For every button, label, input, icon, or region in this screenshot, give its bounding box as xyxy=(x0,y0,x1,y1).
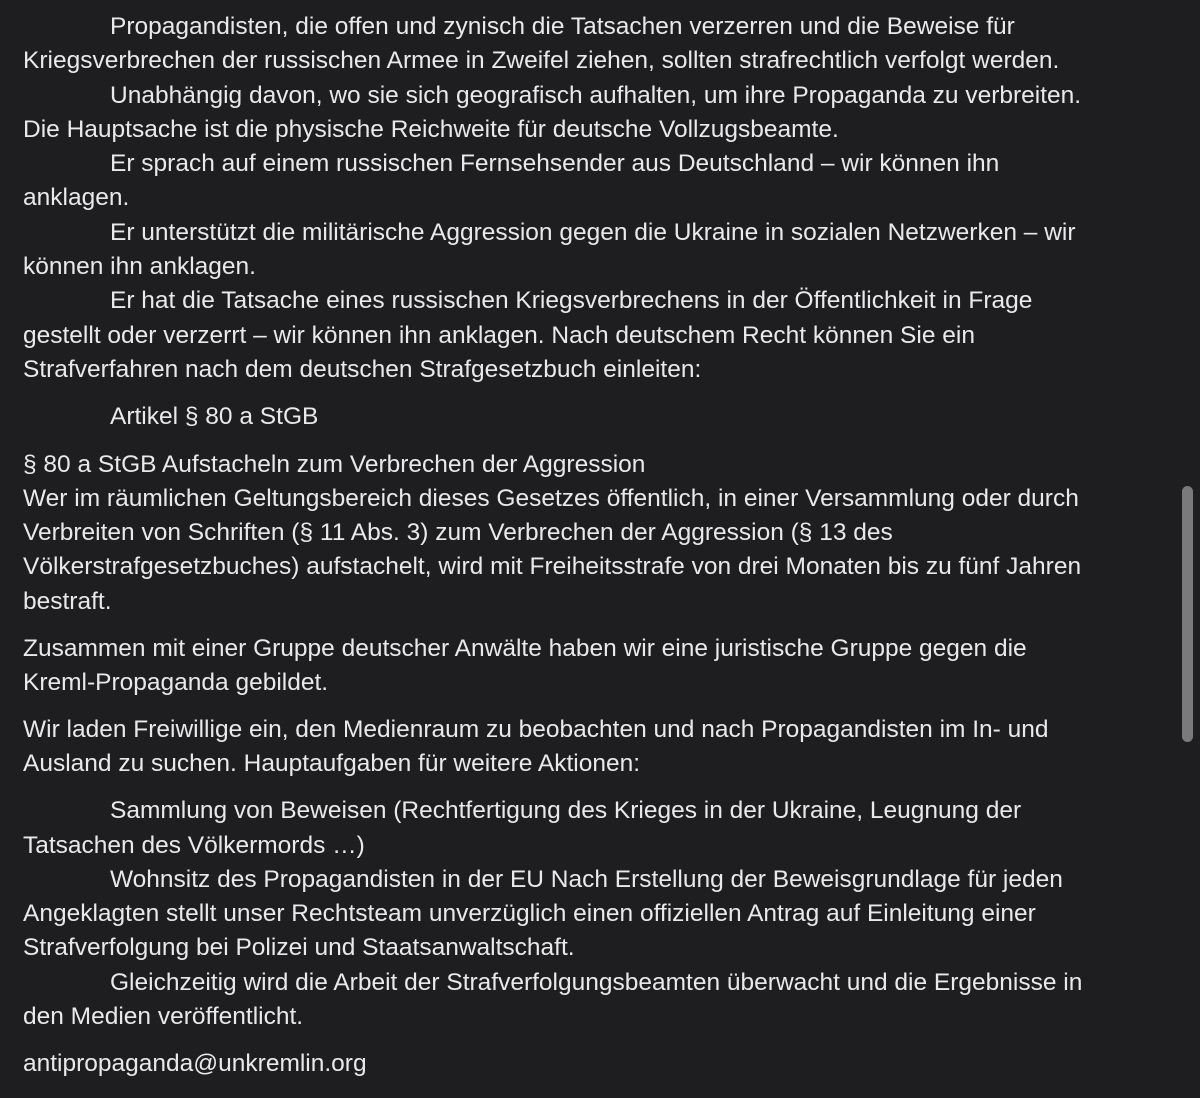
lawyers-paragraph xyxy=(23,632,1183,701)
text-line: Gleichzeitig wird die Arbeit der Strafverfolgungsbeamten überwacht und die Ergebnisse in xyxy=(110,968,1083,996)
law-excerpt xyxy=(23,448,1183,619)
article-reference: Artikel § 80 a StGB xyxy=(110,403,319,431)
text-line: Unabhängig davon, wo sie sich geografisch aufhalten, um ihre Propaganda zu verbreiten. xyxy=(110,81,1082,109)
text-line: können ihn anklagen. xyxy=(23,253,256,281)
text-line: Zusammen mit einer Gruppe deutscher Anwälte haben wir eine juristische Gruppe gegen die xyxy=(23,634,1027,662)
text-line: Angeklagten stellt unser Rechtsteam unverzüglich einen offiziellen Antrag auf Einleitung einer xyxy=(23,900,1036,928)
text-line: Er sprach auf einem russischen Fernsehsender aus Deutschland – wir können ihn xyxy=(110,150,1000,178)
text-line: anklagen. xyxy=(23,184,130,212)
text-line: Kreml-Propaganda gebildet. xyxy=(23,668,329,696)
text-line: Tatsachen des Völkermords …) xyxy=(23,831,365,859)
text-line: Strafverfolgung bei Polizei und Staatsanwaltschaft. xyxy=(23,934,575,962)
law-line: Wer im räumlichen Geltungsbereich dieses Gesetzes öffentlich, in einer Versammlung oder durch xyxy=(23,484,1079,512)
text-line: Wohnsitz des Propagandisten in der EU Nach Erstellung der Beweisgrundlage für jeden xyxy=(110,865,1063,893)
text-line: Ausland zu suchen. Hauptaufgaben für weitere Aktionen: xyxy=(23,749,640,777)
text-line: Er hat die Tatsache eines russischen Kriegsverbrechens in der Öffentlichkeit in Frage xyxy=(110,287,1033,315)
text-line: Propagandisten, die offen und zynisch die Tatsachen verzerren und die Beweise für xyxy=(110,13,1015,40)
contact-email[interactable]: antipropaganda@unkremlin.org xyxy=(23,1049,367,1077)
text-line: Er unterstützt die militärische Aggression gegen die Ukraine in sozialen Netzwerken – wir xyxy=(110,218,1076,246)
vertical-scrollbar-thumb[interactable] xyxy=(1182,486,1193,742)
law-line: Völkerstrafgesetzbuches) aufstachelt, wird mit Freiheitsstrafe von drei Monaten bis zu fünf Jahren xyxy=(23,553,1082,581)
law-title: § 80 a StGB Aufstacheln zum Verbrechen der Aggression xyxy=(23,450,646,478)
volunteers-paragraph xyxy=(23,713,1183,782)
text-line: Kriegsverbrechen der russischen Armee in Zweifel ziehen, sollten strafrechtlich verfolgt werden. xyxy=(23,47,1060,75)
text-line: gestellt oder verzerrt – wir können ihn anklagen. Nach deutschem Recht können Sie ein xyxy=(23,321,975,349)
text-line: Sammlung von Beweisen (Rechtfertigung des Krieges in der Ukraine, Leugnung der xyxy=(110,797,1022,825)
tasks-list xyxy=(23,794,1183,1034)
text-line: Strafverfahren nach dem deutschen Strafgesetzbuch einleiten: xyxy=(23,355,702,383)
law-line: Verbreiten von Schriften (§ 11 Abs. 3) zum Verbrechen der Aggression (§ 13 des xyxy=(23,519,893,547)
text-line: Wir laden Freiwillige ein, den Medienraum zu beobachten und nach Propagandisten im In- und xyxy=(23,715,1049,743)
text-line: Die Hauptsache ist die physische Reichweite für deutsche Vollzugsbeamte. xyxy=(23,115,839,143)
intro-paragraphs xyxy=(23,10,1183,387)
law-line: bestraft. xyxy=(23,587,112,615)
document-body xyxy=(23,10,1183,1081)
text-line: den Medien veröffentlicht. xyxy=(23,1003,304,1031)
